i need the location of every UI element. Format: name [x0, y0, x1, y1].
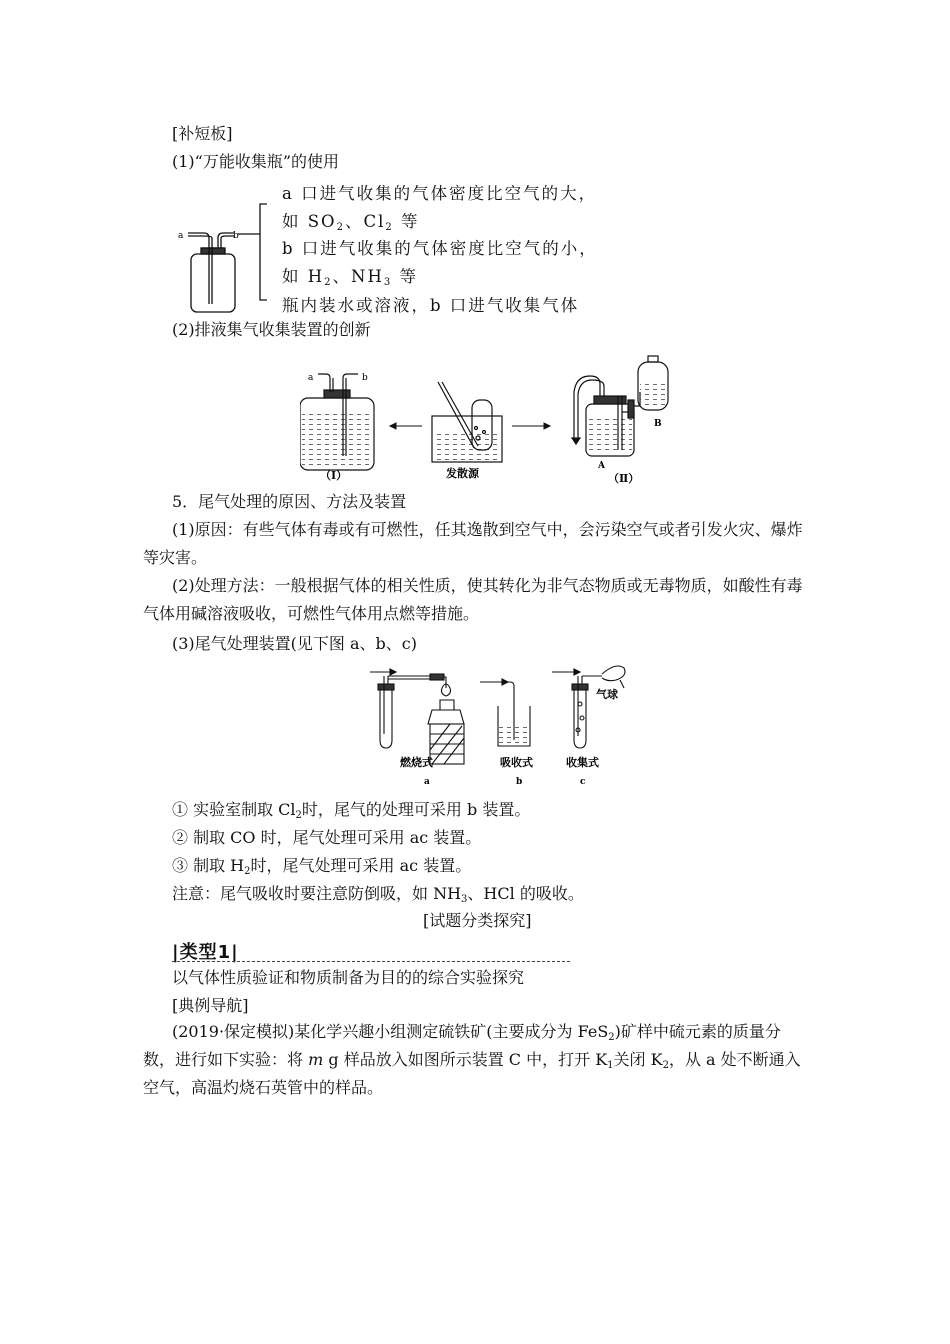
device-II-caption: （Ⅱ）	[608, 472, 640, 485]
example-paragraph: (2019·保定模拟)某化学兴趣小组测定硫铁矿(主要成分为 FeS$_2$)矿样中硫元素的质量分数，进行如下实验：将 m g 样品放入如图所示装置 C 中，打开 $K_1$关闭 $K_2$，从 a 处不断通入空气，高温灼烧石英管中的样品。	[143, 1022, 801, 1097]
label-a: a	[424, 777, 430, 787]
device-I-bottle	[300, 374, 374, 470]
bottle-label-b: b	[233, 231, 239, 241]
balloon-label: 气球	[596, 688, 618, 701]
liquid-displacement-figure	[300, 352, 690, 492]
type-subtitle: 以气体性质验证和物质制备为目的的综合实验探究	[172, 968, 525, 987]
section5-reason: (1)原因：有些气体有毒或有可燃性，任其逸散到空气中，会污染空气或者引发火灾、爆炸等灾害。	[143, 520, 803, 567]
device-II-apparatus	[572, 356, 668, 456]
caption-a: 燃烧式	[400, 756, 433, 769]
type-divider	[172, 961, 570, 962]
section5-heading: 5．尾气处理的原因、方法及装置	[172, 492, 407, 511]
caption-b: 吸收式	[500, 756, 533, 769]
brace-line-4: 如 $H_2$、$NH_3$ 等	[282, 267, 418, 288]
device-c-collection	[552, 666, 625, 748]
section5-method: (2)处理方法：一般根据气体的相关性质，使其转化为非气态物质或无毒物质，如酸性有毒气体用碱溶液吸收，可燃性气体用点燃等措施。	[143, 576, 803, 623]
device-I-caption: （Ⅰ）	[320, 469, 348, 482]
divergence-source-device	[432, 382, 502, 462]
section5-devices: (3)尾气处理装置(见下图 a、b、c)	[172, 634, 417, 653]
device-a-burning	[370, 669, 464, 764]
device-II-label-B: B	[654, 419, 662, 429]
center-caption: 发散源	[446, 467, 479, 480]
note-1: ① 实验室制取 $Cl_2$时，尾气的处理可采用 b 装置。	[172, 800, 531, 821]
explore-title: [试题分类探究]	[423, 911, 532, 930]
label-c: c	[580, 777, 586, 787]
label-b: b	[516, 777, 523, 787]
bottle-label-a: a	[178, 231, 184, 241]
item1-title: (1)“万能收集瓶”的使用	[172, 152, 340, 171]
brace-line-5: 瓶内装水或溶液，b 口进气收集气体	[282, 296, 580, 315]
device-II-label-A: A	[598, 461, 605, 471]
example-guide: [典例导航]	[172, 996, 249, 1015]
device-I-label-a: a	[308, 373, 314, 383]
note-3: ③ 制取 $H_2$时，尾气处理可采用 ac 装置。	[172, 856, 472, 877]
note-2: ② 制取 CO 时，尾气处理可采用 ac 装置。	[172, 828, 482, 847]
caption-c: 收集式	[566, 756, 599, 769]
note-4: 注意：尾气吸收时要注意防倒吸，如 $NH_3$、HCl 的吸收。	[172, 884, 584, 905]
brace-line-1: a 口进气收集的气体密度比空气的大，	[282, 184, 598, 203]
type-label: |类型1|	[172, 942, 239, 963]
device-I-label-b: b	[362, 373, 368, 383]
brace-bracket	[255, 196, 269, 306]
tail-gas-devices-figure	[370, 660, 640, 790]
brace-line-2: 如 $SO_2$、$Cl_2$ 等	[282, 212, 420, 233]
device-b-absorption	[480, 679, 530, 746]
supplement-label: [补短板]	[172, 124, 233, 143]
item2-title: (2)排液集气收集装置的创新	[172, 320, 371, 339]
brace-line-3: b 口进气收集的气体密度比空气的小，	[282, 239, 598, 258]
